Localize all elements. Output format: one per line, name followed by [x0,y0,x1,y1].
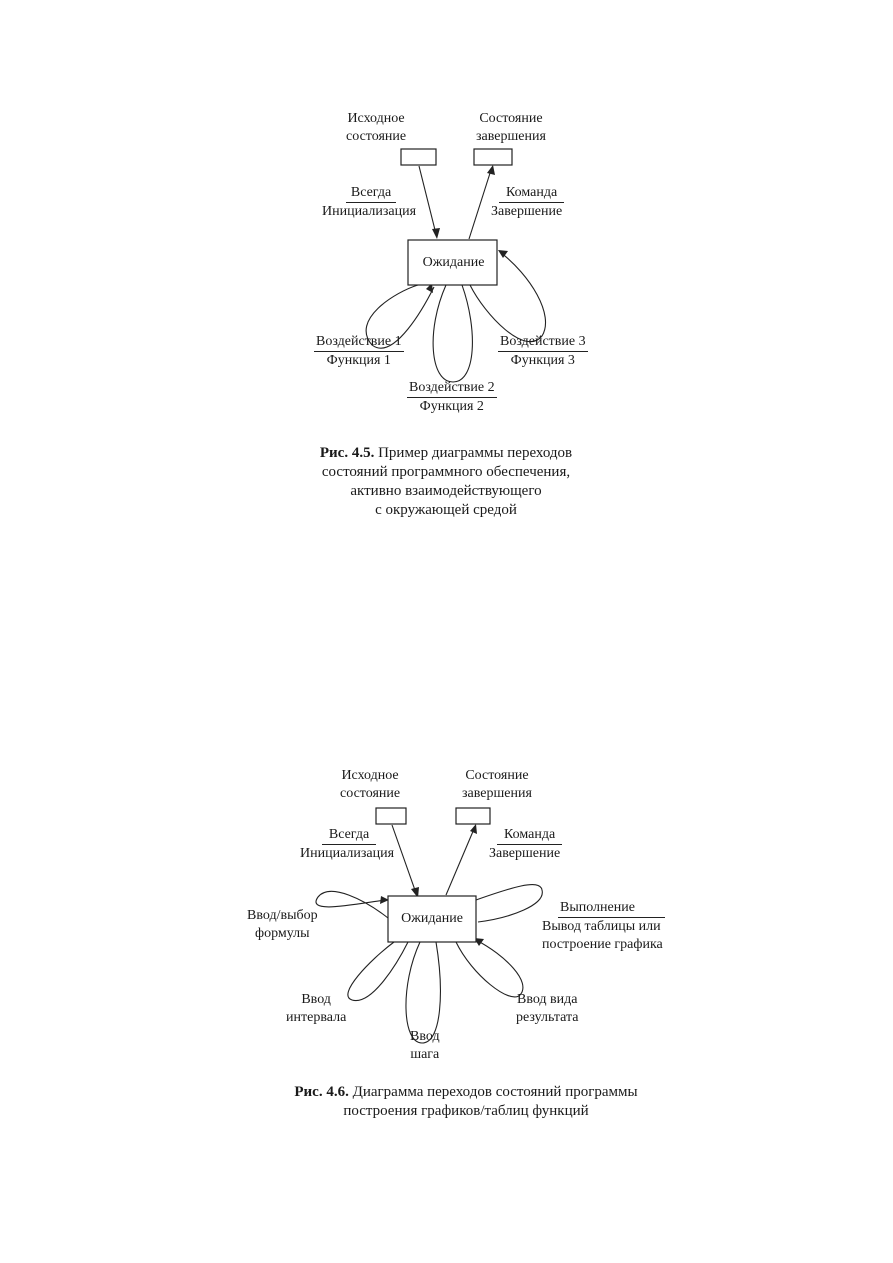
final-state-label-2: Состояние завершения [462,768,532,801]
main-state-label-2: Ожидание [401,911,463,926]
finish-transition-label-2: Команда Завершение [489,827,561,861]
loop-interval-path [348,942,408,1001]
loop-result-path [456,940,523,997]
init-transition-label: Всегда Инициализация [322,185,417,219]
loop-3-label: Воздействие 3 Функция 3 [500,334,586,368]
initial-state-box-2 [376,808,406,824]
finish-arrowhead-2 [470,824,477,834]
figure-4-5-caption: Рис. 4.5. Пример диаграммы переходов состояний программного обеспечения, активно взаимодействующего с окружающей средой [319,445,573,518]
initial-state-label: Исходное состояние [346,111,407,144]
finish-transition-label: Команда Завершение [491,185,563,219]
loop-execute-path [476,885,542,922]
final-state-box-2 [456,808,490,824]
loop-formula-path [316,891,388,918]
loop-formula-label: Ввод/выбор формулы [247,908,318,941]
initial-state-label-2: Исходное состояние [340,768,401,801]
caption-label: Рис. 4.5. [319,445,375,461]
loop-interval-label: Ввод интервала [286,992,347,1025]
figure-4-6-caption: Рис. 4.6. Диаграмма переходов состояний программы построения графиков/таблиц функций [294,1084,638,1119]
loop-1-label: Воздействие 1 Функция 1 [316,334,402,368]
loop-step-label: Ввод шага [410,1029,440,1062]
main-state-label: Ожидание [422,255,485,270]
loop-result-label: Ввод вида результата [516,992,579,1025]
final-state-label: Состояние завершения [476,111,546,144]
loop-2-label: Воздействие 2 Функция 2 [409,380,495,414]
finish-transition-line-2 [446,829,474,895]
init-transition-label-2: Всегда Инициализация [300,827,395,861]
loop-execute-label: Выполнение Вывод таблицы или построение графика [542,900,663,952]
caption-label-2: Рис. 4.6. [294,1084,349,1100]
